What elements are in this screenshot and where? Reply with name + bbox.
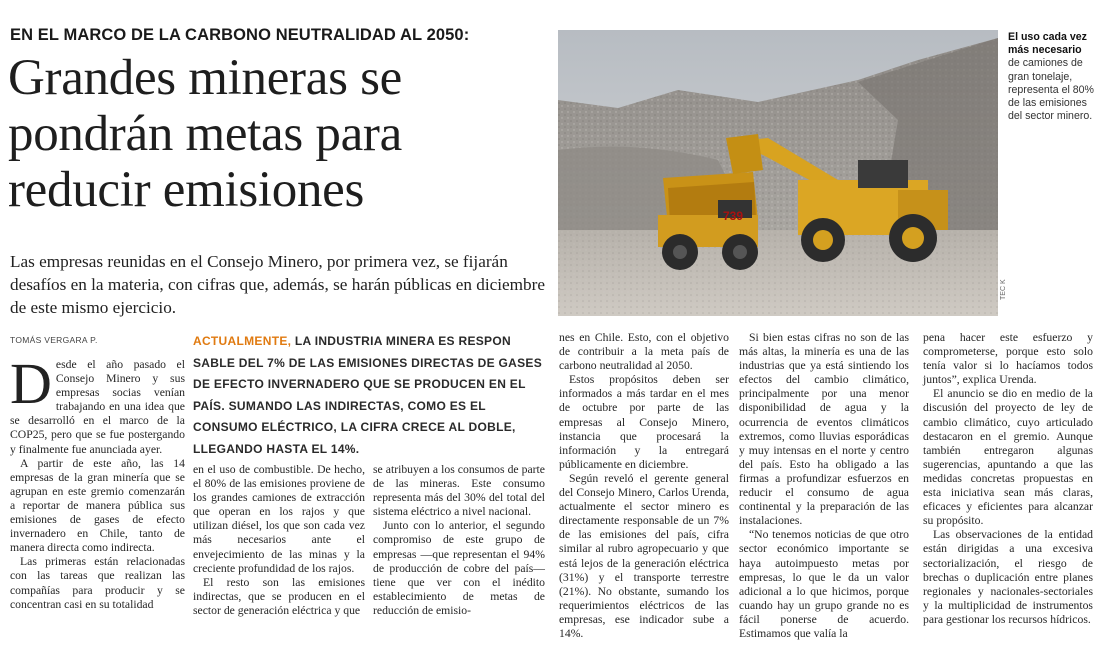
photo-caption xyxy=(1008,31,1094,123)
paragraph: en el uso de combustible. De hecho, el 80% de las emisiones proviene de los grandes camiones de extracción que operan en los rajos y que utilizan diésel, los que son cada vez más necesarios ante el envejecimiento de las minas y la creciente profundidad de los rajos. xyxy=(193,463,365,575)
paragraph: Según reveló el gerente general del Consejo Minero, Carlos Urenda, actualmente el sector minero es directamente responsable de un 7% de las emisiones del país, cifra similar al rubro agropecuario y que está lejos de la generación eléctrica (31%) y el transporte terrestre (21%). No obstante, sumando los requerimientos eléctricos de las empresas, ese indicador sube a 14%. xyxy=(559,471,729,640)
column-3 xyxy=(373,463,545,618)
drop-cap: D xyxy=(10,351,52,416)
pull-quote xyxy=(193,331,543,461)
photo-credit: TEC K xyxy=(1000,279,1007,300)
pull-quote-highlight: ACTUALMENTE, xyxy=(193,334,292,348)
paragraph: A partir de este año, las 14 empresas de la gran minería que se agrupan en este gremio comenzarán a reportar de manera pública sus emisiones de gases de efecto invernadero en Chile, tanto de manera directa como indirecta. xyxy=(10,456,185,555)
headline: Grandes mineras se pondrán metas para reducir emisiones xyxy=(8,50,402,218)
paragraph: Las primeras están relacionadas con las tareas que realizan las compañías para producir y se concentran casi en su totalidad xyxy=(10,555,185,611)
paragraph: Junto con lo anterior, el segundo compromiso de este grupo de empresas —que representan el 94% de producción de cobre del país— tiene que ver con el inédito establecimiento de metas de reducción de emisio- xyxy=(373,519,545,617)
paragraph: Las observaciones de la entidad están dirigidas a una excesiva sectorialización, el riesgo de brechas o duplicación entre planes regionales y nacionales-sectoriales y la multiplicidad de instrumentos para gestionar los recursos hídricos. xyxy=(923,528,1093,626)
paragraph: se atribuyen a los consumos de parte de las mineras. Este consumo representa más del 30% del total del sistema eléctrico a nivel nacional. xyxy=(373,463,545,519)
svg-text:739: 739 xyxy=(723,209,744,223)
caption-text: de camiones de gran tonelaje, representa el 80% de las emisiones del sector minero. xyxy=(1008,57,1094,123)
paragraph: “No tenemos noticias de que otro sector económico importante se haya autoimpuesto metas por empresas, lo que le da un valor adicional a lo que hicimos, porque cuando hay un grupo grande no es fácil ponerse de acuerdo. Estimamos que valía la xyxy=(739,528,909,640)
column-1 xyxy=(10,351,185,612)
paragraph: nes en Chile. Esto, con el objetivo de contribuir a la meta país de carbono neutralidad al 2050. xyxy=(559,331,729,373)
byline: TOMÁS VERGARA P. xyxy=(10,335,98,345)
column-2 xyxy=(193,463,365,618)
lead-paragraph: Las empresas reunidas en el Consejo Minero, por primera vez, se fijarán desafíos en la materia, con cifras que, además, se harán públicas en diciembre de este mismo ejercicio. xyxy=(10,252,545,317)
paragraph: Si bien estas cifras no son de las más altas, la minería es una de las industrias que ya está sintiendo los efectos del cambio climático, principalmente por una menor disponibilidad de agua y la ocurrencia de eventos climáticos extremos, como lluvias esporádicas y muy intensas en el norte y centro del país. Esto ha obligado a las firmas a profundizar esfuerzos en reducir el consumo de agua continental y la preparación de las instalaciones. xyxy=(739,331,909,528)
kicker: EN EL MARCO DE LA CARBONO NEUTRALIDAD AL 2050: xyxy=(10,26,470,44)
column-6 xyxy=(923,331,1093,627)
paragraph: Desde el año pasado el Consejo Minero y sus empresas socias venían trabajando en una idea que se desarrolló en el marco de la COP25, pero que se fue postergando y finalmente fue anunciada ayer. xyxy=(10,351,185,456)
paragraph: El anuncio se dio en medio de la discusión del proyecto de ley de cambio climático, cuyo articulado destacaron en el gremio. Aunque también entregaron algunas sugerencias, apuntando a que las medidas concretas propuestas en esta iniciativa sean más claras, eficaces y eficientes para alcanzar su propósito. xyxy=(923,387,1093,528)
paragraph: El resto son las emisiones indirectas, que se producen en el sector de generación eléctrica y que xyxy=(193,575,365,617)
caption-bold: El uso cada vez más necesario xyxy=(1008,31,1087,57)
column-4 xyxy=(559,331,729,641)
mining-truck-photo xyxy=(558,30,998,316)
paragraph: pena hacer este esfuerzo y comprometerse, porque esto solo tenía valor si lo hacíamos todos juntos”, explica Urenda. xyxy=(923,331,1093,387)
paragraph: Estos propósitos deben ser informados a más tardar en el mes de octubre por parte de las empresas al Consejo Minero, instancia que procesará la información y la entregará públicamente en diciembre. xyxy=(559,373,729,471)
pull-quote-text: LA INDUSTRIA MINERA ES RESPON SABLE DEL 7% DE LAS EMISIONES DIRECTAS DE GASES DE EFECTO INVERNADERO QUE SE PRODUCEN EN EL PAÍS. SUMANDO LAS INDIRECTAS, COMO ES EL CONSUMO ELÉCTRICO, LA CIFRA CRECE AL DOBLE, LLEGANDO HASTA EL 14%. xyxy=(193,334,543,456)
column-5 xyxy=(739,331,909,641)
